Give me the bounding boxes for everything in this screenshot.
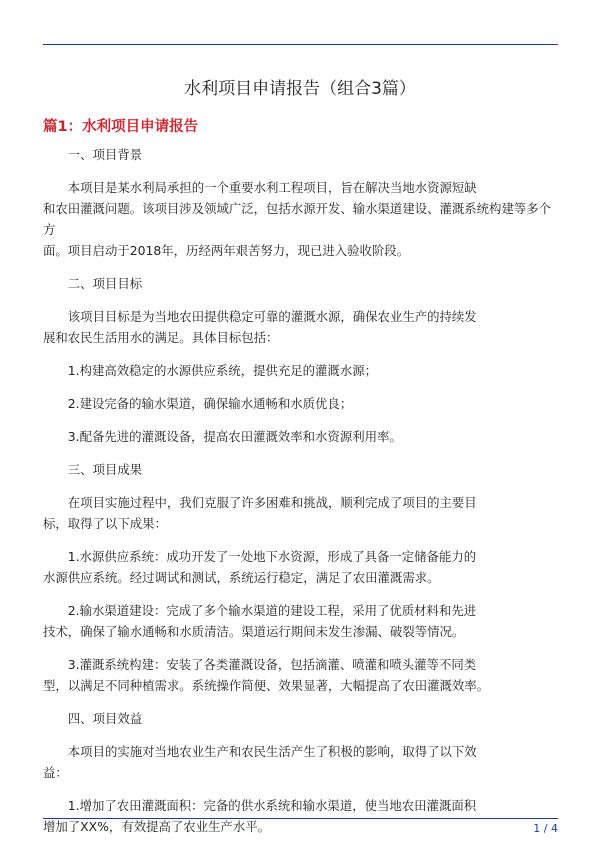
paragraph-results-intro: 在项目实施过程中，我们克服了许多困难和挑战，顺利完成了项目的主要目 标，取得了以下成果： [43, 495, 477, 531]
document-title: 水利项目申请报告（组合3篇） [184, 79, 416, 99]
heading-project-goals: 二、项目目标 [67, 276, 143, 291]
goal-item-3: 3.配备先进的灌溉设备，提高农田灌溉效率和水资源利用率。 [67, 429, 402, 444]
heading-project-benefits: 四、项目效益 [67, 711, 143, 726]
result-item-1: 1.水源供应系统：成功开发了一处地下水资源，形成了具备一定储备能力的 水源供应系统。经过调试和测试，系统运行稳定，满足了农田灌溉需求。 [43, 549, 477, 585]
heading-project-results: 三、项目成果 [67, 462, 143, 477]
document-body [43, 144, 560, 849]
footer-rule [43, 818, 558, 819]
page-number: 1 / 4 [533, 822, 558, 835]
goal-item-1: 1.构建高效稳定的水源供应系统，提供充足的灌溉水源； [67, 363, 377, 378]
benefit-item-1: 1.增加了农田灌溉面积：完备的供水系统和输水渠道，使当地农田灌溉面积 增加了XX%，有效提高了农业生产水平。 [43, 798, 477, 834]
goal-item-2: 2.建设完备的输水渠道，确保输水通畅和水质优良； [67, 396, 353, 411]
paragraph-background: 本项目是某水利局承担的一个重要水利工程项目，旨在解决当地水资源短缺 和农田灌溉问题。该项目涉及领域广泛，包括水源开发、输水渠道建设、灌溉系统构建等多个方 面。项目启动于2018年，历经两年艰苦努力，现已进入验收阶段。 [43, 180, 552, 258]
heading-project-background: 一、项目背景 [67, 147, 143, 162]
result-item-3: 3.灌溉系统构建：安装了各类灌溉设备，包括滴灌、喷灌和喷头灌等不同类 型，以满足不同种植需求。系统操作简便、效果显著，大幅提高了农田灌溉效率。 [43, 657, 490, 693]
section-title: 篇1：水利项目申请报告 [43, 119, 199, 135]
result-item-2: 2.输水渠道建设：完成了多个输水渠道的建设工程，采用了优质材料和先进 技术，确保了输水通畅和水质清洁。渠道运行期间未发生渗漏、破裂等情况。 [43, 603, 477, 639]
paragraph-goals-intro: 该项目目标是为当地农田提供稳定可靠的灌溉水源，确保农业生产的持续发 展和农民生活用水的满足。具体目标包括： [43, 309, 477, 345]
paragraph-benefits-intro: 本项目的实施对当地农业生产和农民生活产生了积极的影响，取得了以下效 益： [43, 744, 477, 780]
header-rule [43, 44, 558, 45]
